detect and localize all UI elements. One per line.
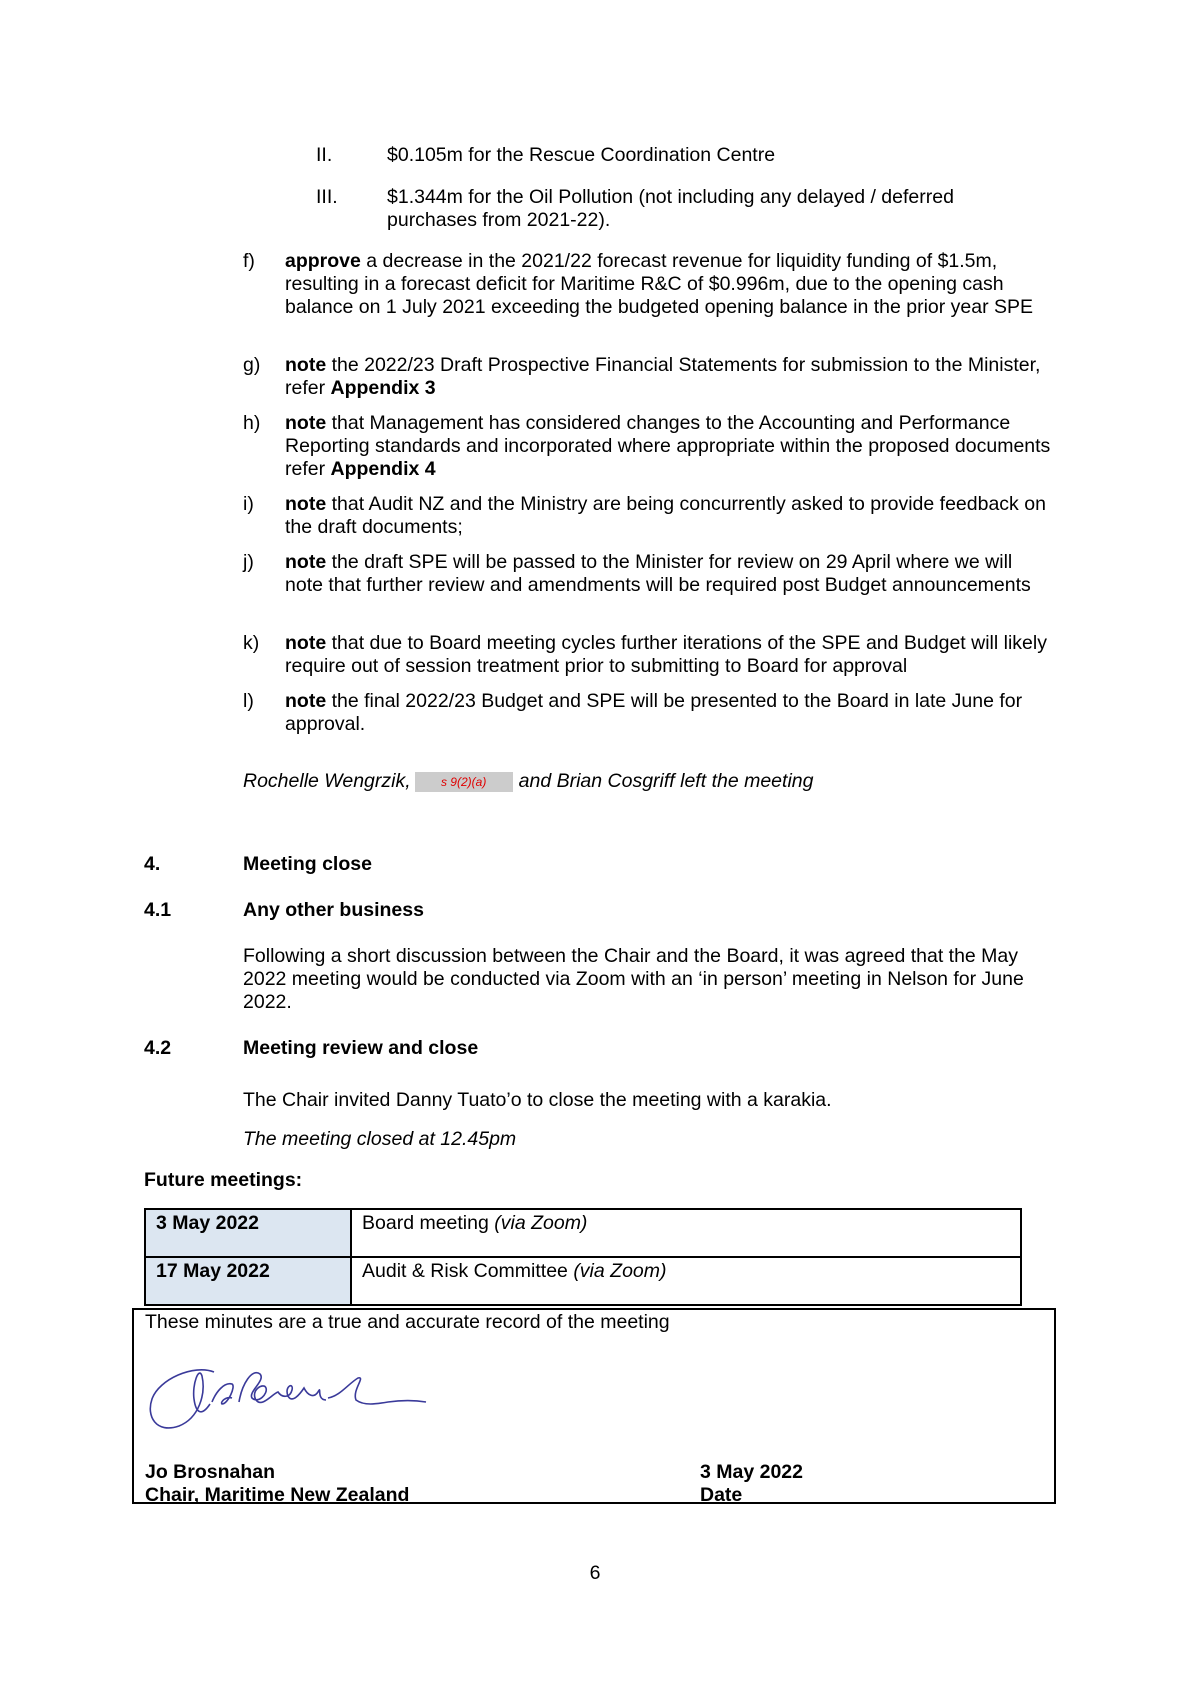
resolution-item xyxy=(285,412,1055,481)
signature-block xyxy=(132,1308,1056,1504)
date-label: Date xyxy=(700,1484,743,1506)
appendix-reference: Appendix 4 xyxy=(330,458,436,480)
resolution-letter: g) xyxy=(243,354,261,376)
minutes-statement: These minutes are a true and accurate record of the meeting xyxy=(145,1311,670,1333)
item-number: III. xyxy=(316,186,338,208)
section-title: Any other business xyxy=(243,899,424,921)
resolution-keyword: note xyxy=(285,632,327,654)
resolution-text: the final 2022/23 Budget and SPE will be presented to the Board in late June for approval. xyxy=(285,690,1023,735)
resolution-letter: f) xyxy=(243,250,255,272)
resolution-text: that Audit NZ and the Ministry are being concurrently asked to provide feedback on the draft documents; xyxy=(285,493,1046,538)
resolution-text: the 2022/23 Draft Prospective Financial Statements for submission to the Minister, refer xyxy=(285,354,1041,399)
item-number: II. xyxy=(316,144,333,166)
meeting-type: Board meeting xyxy=(362,1212,495,1234)
resolution-item xyxy=(285,354,1055,400)
item-text: $0.105m for the Rescue Coordination Centre xyxy=(387,144,776,166)
resolution-text: the draft SPE will be passed to the Minister for review on 29 April where we will note that further review and amendments will be required post Budget announcements xyxy=(285,551,1031,596)
resolution-letter: h) xyxy=(243,412,261,434)
attendance-note xyxy=(243,770,813,793)
resolution-keyword: note xyxy=(285,493,327,515)
signature-date: 3 May 2022 xyxy=(700,1461,803,1483)
meeting-closed-note: The meeting closed at 12.45pm xyxy=(243,1128,517,1150)
resolution-item xyxy=(285,493,1055,539)
resolution-keyword: approve xyxy=(285,250,361,272)
meeting-date: 3 May 2022 xyxy=(145,1209,351,1257)
future-meetings-table xyxy=(144,1208,1022,1306)
resolution-letter: k) xyxy=(243,632,260,654)
attendance-left: and Brian Cosgriff left the meeting xyxy=(518,770,814,792)
resolution-letter: i) xyxy=(243,493,254,515)
resolution-item xyxy=(285,250,1055,319)
section-body: The Chair invited Danny Tuato’o to close the meeting with a karakia. xyxy=(243,1089,832,1111)
section-number: 4.1 xyxy=(144,899,172,921)
resolution-text: that due to Board meeting cycles further iterations of the SPE and Budget will likely require out of session treatment prior to submitting to Board for approval xyxy=(285,632,1047,677)
meeting-event xyxy=(351,1257,1021,1305)
meeting-mode: (via Zoom) xyxy=(573,1260,667,1282)
table-row xyxy=(145,1209,1021,1257)
section-number: 4.2 xyxy=(144,1037,172,1059)
resolution-item xyxy=(285,551,1055,597)
page-number: 6 xyxy=(589,1562,601,1584)
signatory-role: Chair, Maritime New Zealand xyxy=(145,1484,410,1506)
resolution-item xyxy=(285,690,1055,736)
resolution-letter: l) xyxy=(243,690,254,712)
signatory-name: Jo Brosnahan xyxy=(145,1461,276,1483)
meeting-mode: (via Zoom) xyxy=(494,1212,588,1234)
section-number: 4. xyxy=(144,853,161,875)
section-title: Meeting close xyxy=(243,853,372,875)
appendix-reference: Appendix 3 xyxy=(330,377,436,399)
future-meetings-heading: Future meetings: xyxy=(144,1169,303,1191)
section-title: Meeting review and close xyxy=(243,1037,479,1059)
section-body: Following a short discussion between the Chair and the Board, it was agreed that the May 2022 meeting would be conducted via Zoom with an ‘in person’ meeting in Nelson for June 2022. xyxy=(243,945,1024,1013)
resolution-item xyxy=(285,632,1055,678)
table-row xyxy=(145,1257,1021,1305)
resolution-keyword: note xyxy=(285,551,327,573)
resolution-text: a decrease in the 2021/22 forecast revenue for liquidity funding of $1.5m, resulting in a forecast deficit for Maritime R&C of $0.996m, due to the opening cash balance on 1 July 2021 exceeding the budgeted opening balance in the prior year SPE xyxy=(285,250,1034,318)
resolution-keyword: note xyxy=(285,354,327,376)
item-text: $1.344m for the Oil Pollution (not including any delayed / deferred purchases from 2021-22). xyxy=(387,186,954,231)
resolution-keyword: note xyxy=(285,690,327,712)
resolution-keyword: note xyxy=(285,412,327,434)
resolution-text: that Management has considered changes to the Accounting and Performance Reporting standards and incorporated where appropriate within the proposed documents refer xyxy=(285,412,1051,480)
meeting-type: Audit & Risk Committee xyxy=(362,1260,574,1282)
meeting-date: 17 May 2022 xyxy=(145,1257,351,1305)
resolution-letter: j) xyxy=(243,551,254,573)
attendance-names: Rochelle Wengrzik, xyxy=(243,770,411,792)
redaction-box: s 9(2)(a) xyxy=(415,772,513,792)
signature-image xyxy=(144,1354,444,1444)
meeting-event xyxy=(351,1209,1021,1257)
